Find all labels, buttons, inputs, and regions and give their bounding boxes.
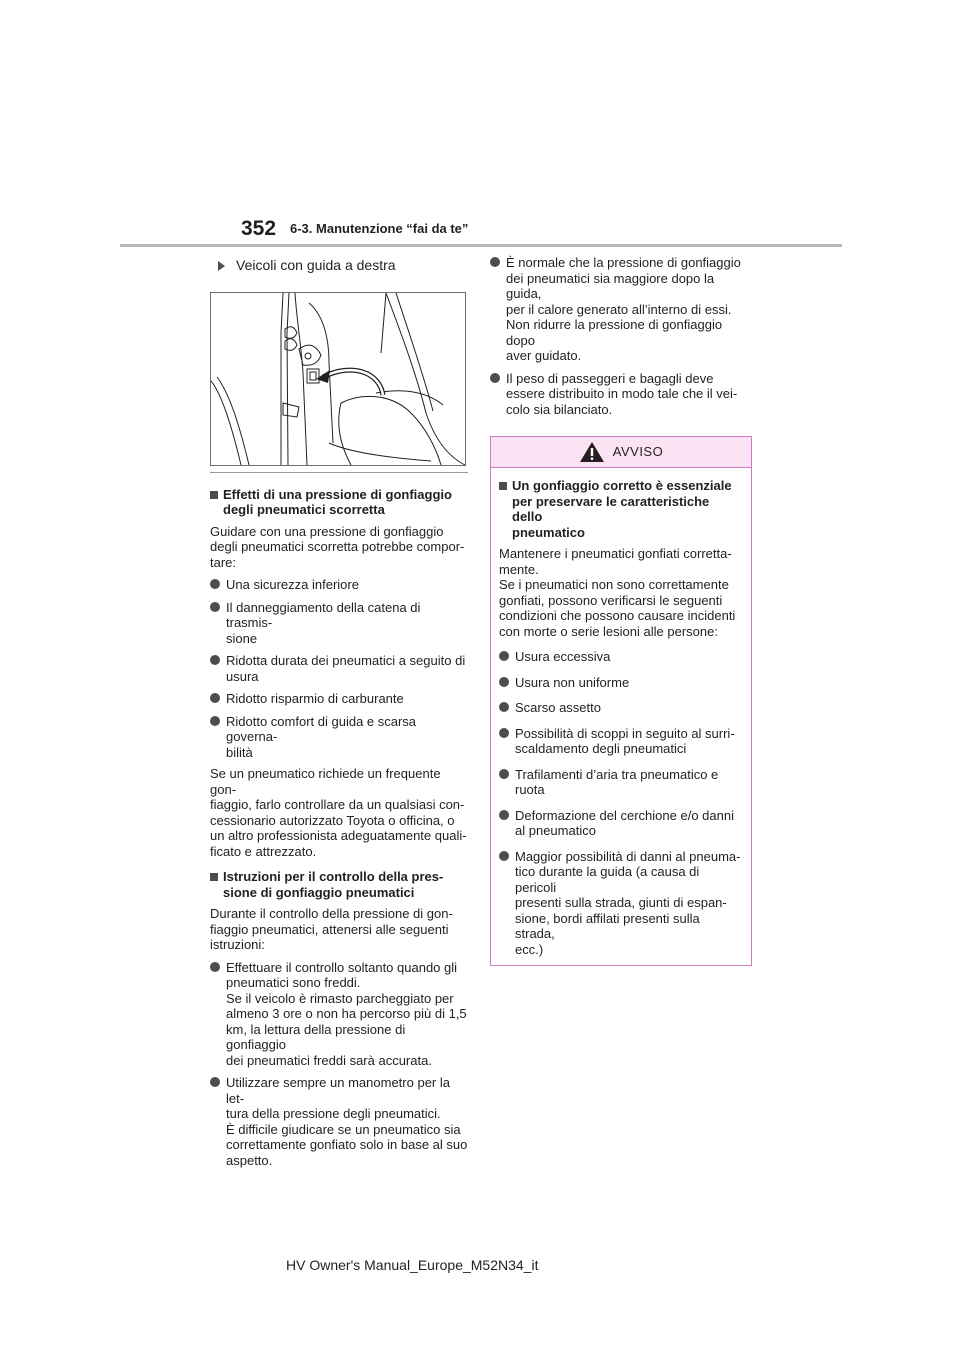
bullet-dot-icon bbox=[499, 677, 509, 687]
section-title: 6-3. Manutenzione “fai da te” bbox=[290, 221, 469, 236]
paragraph: Durante il controllo della pressione di gon- fiaggio pneumatici, attenersi alle seguenti istruzioni: bbox=[210, 906, 453, 952]
bullet-dot-icon bbox=[499, 651, 509, 661]
bullet-dot-icon bbox=[210, 693, 220, 703]
square-bullet-icon bbox=[499, 482, 507, 490]
warning-triangle-icon bbox=[579, 441, 605, 463]
bullet-dot-icon bbox=[499, 702, 509, 712]
footer-manual-name: HV Owner's Manual_Europe_M52N34_it bbox=[286, 1257, 539, 1273]
right-column bbox=[490, 253, 752, 966]
list-item: È normale che la pressione di gonfiaggio dei pneumatici sia maggiore dopo la guida, per il calore generato all’interno di essi. Non ridurre la pressione di gonfiaggio dopo aver guidato. bbox=[490, 255, 752, 364]
heading-pressure-check-instructions bbox=[210, 869, 468, 900]
heading-text: Un gonfiaggio corretto è essenziale per preservare le caratteristiche dello pneumatico bbox=[512, 478, 732, 540]
left-column bbox=[210, 253, 468, 1168]
subheading-right-hand-drive bbox=[210, 258, 468, 274]
triangle-bullet-icon bbox=[218, 261, 225, 271]
figure-divider bbox=[210, 472, 468, 473]
list-item: Trafilamenti d’aria tra pneumatico e ruota bbox=[499, 767, 743, 798]
bullet-dot-icon bbox=[499, 810, 509, 820]
square-bullet-icon bbox=[210, 491, 218, 499]
list-item: Maggior possibilità di danni al pneuma- tico durante la guida (a causa di pericoli presenti sulla strada, giunti di espan- sione, bordi affilati presenti sulla strada, ecc.) bbox=[499, 849, 743, 958]
header-rule bbox=[120, 244, 842, 247]
list-item: Ridotta durata dei pneumatici a seguito di usura bbox=[210, 653, 468, 684]
list-item: Possibilità di scoppi in seguito al surri- scaldamento degli pneumatici bbox=[499, 726, 743, 757]
warning-body bbox=[491, 478, 751, 957]
list-item: Ridotto comfort di guida e scarsa governa- bilità bbox=[210, 714, 468, 761]
bullet-dot-icon bbox=[210, 602, 220, 612]
bullet-dot-icon bbox=[499, 728, 509, 738]
page-number: 352 bbox=[241, 217, 277, 240]
list-item: Il danneggiamento della catena di trasmis- sione bbox=[210, 600, 468, 647]
list-item: Una sicurezza inferiore bbox=[210, 577, 468, 593]
bullet-dot-icon bbox=[210, 655, 220, 665]
list-item: Utilizzare sempre un manometro per la let- tura della pressione degli pneumatici. È difficile giudicare se un pneumatico sia correttamente gonfiato solo in base al suo aspetto. bbox=[210, 1075, 468, 1168]
square-bullet-icon bbox=[210, 873, 218, 881]
bullet-dot-icon bbox=[210, 579, 220, 589]
warning-box bbox=[490, 436, 752, 966]
paragraph: Guidare con una pressione di gonfiaggio degli pneumatici scorretta potrebbe compor- tare: bbox=[210, 523, 465, 570]
heading-text: Istruzioni per il controllo della pres- sione di gonfiaggio pneumatici bbox=[223, 869, 444, 900]
door-pillar-illustration bbox=[210, 292, 466, 466]
heading-incorrect-pressure-effects bbox=[210, 487, 468, 518]
list-item: Ridotto risparmio di carburante bbox=[210, 691, 468, 707]
heading-text: Effetti di una pressione di gonfiaggio degli pneumatici scorretta bbox=[223, 486, 452, 517]
bullet-dot-icon bbox=[210, 716, 220, 726]
warning-title: AVVISO bbox=[612, 444, 664, 460]
bullet-dot-icon bbox=[490, 257, 500, 267]
paragraph: Se un pneumatico richiede un frequente gon- fiaggio, farlo controllare da un qualsiasi con- cessionario autorizzato Toyota o officina, o un altro professionista adeguatamente quali- ficato e attrezzato. bbox=[210, 766, 467, 859]
list-item: Usura eccessiva bbox=[499, 649, 743, 665]
list-item: Usura non uniforme bbox=[499, 675, 743, 691]
list-item: Effettuare il controllo soltanto quando gli pneumatici sono freddi. Se il veicolo è rimasto parcheggiato per almeno 3 ore o non ha percorso più di 1,5 km, la lettura della pressione di gonfiaggio dei pneumatici freddi sarà accurata. bbox=[210, 960, 468, 1069]
subheading-label: Veicoli con guida a destra bbox=[236, 257, 396, 273]
bullet-dot-icon bbox=[499, 769, 509, 779]
list-item: Deformazione del cerchione e/o danni al pneumatico bbox=[499, 808, 743, 839]
vehicle-door-pillar-illustration bbox=[211, 293, 465, 465]
bullet-dot-icon bbox=[490, 373, 500, 383]
warning-heading bbox=[499, 478, 743, 540]
bullet-dot-icon bbox=[210, 962, 220, 972]
warning-paragraph: Mantenere i pneumatici gonfiati corretta- mente. Se i pneumatici non sono correttamente gonfiati, possono verificarsi le seguenti condizioni che possono causare incidenti con morte o serie lesioni alle persone: bbox=[499, 546, 736, 639]
bullet-dot-icon bbox=[499, 851, 509, 861]
bullet-dot-icon bbox=[210, 1077, 220, 1087]
list-item: Scarso assetto bbox=[499, 700, 743, 716]
list-item: Il peso di passeggeri e bagagli deve essere distribuito in modo tale che il vei- colo sia bilanciato. bbox=[490, 371, 752, 418]
warning-header bbox=[491, 437, 751, 468]
